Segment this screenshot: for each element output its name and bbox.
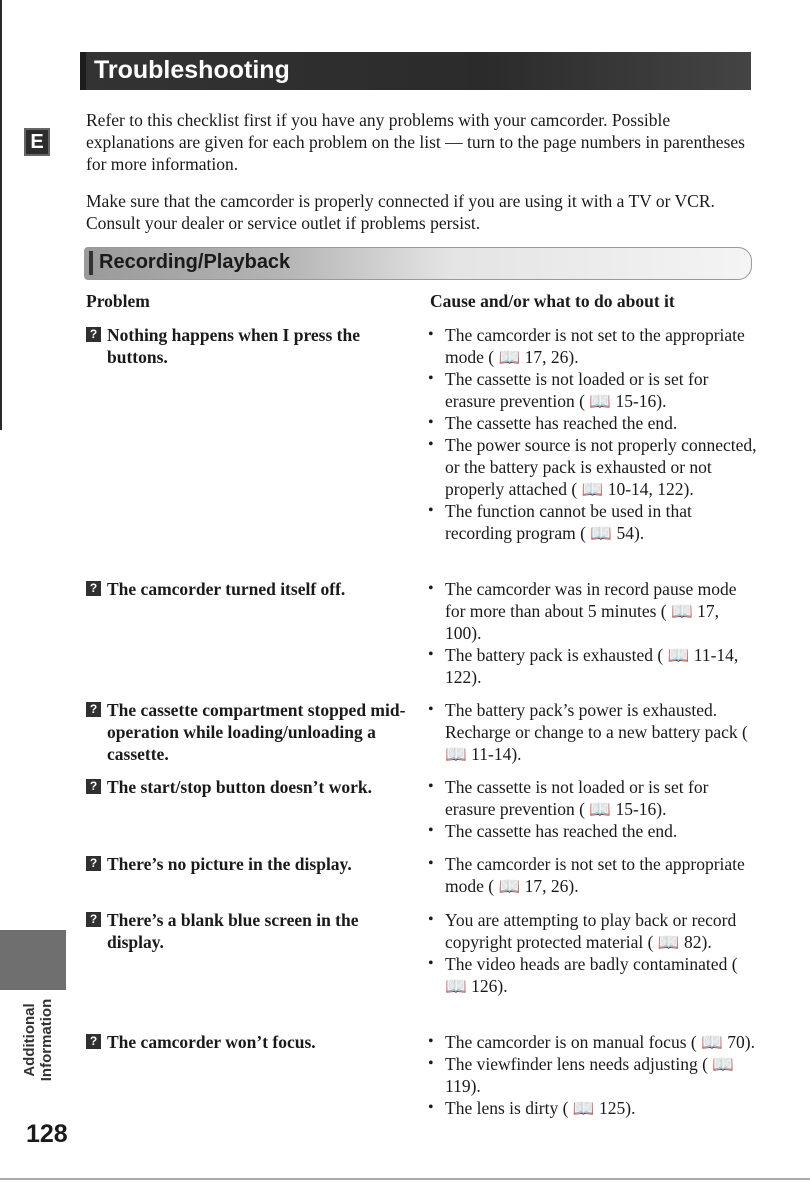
cause-item: • The cassette has reached the end. — [428, 820, 758, 842]
language-tab: E — [24, 128, 50, 156]
problem-item — [86, 776, 408, 798]
problem-item — [86, 909, 408, 953]
cause-item: • The function cannot be used in that recording program ( 📖 54). — [428, 500, 758, 544]
cause-list — [428, 776, 758, 842]
cause-item: • The cassette is not loaded or is set for erasure prevention ( 📖 15-16). — [428, 368, 758, 412]
problem-text: There’s no picture in the display. — [107, 854, 352, 874]
cause-list — [428, 699, 758, 765]
problem-item — [86, 699, 408, 765]
cause-item: • The cassette has reached the end. — [428, 412, 758, 434]
side-label-line1: Additional — [21, 1003, 38, 1077]
side-label-line2: Information — [38, 998, 55, 1082]
problem-item — [86, 1031, 408, 1053]
cause-list — [428, 909, 758, 997]
problem-item — [86, 324, 408, 368]
side-section-label — [8, 1000, 68, 1080]
cause-list — [428, 1031, 758, 1119]
left-margin-rule — [0, 0, 2, 430]
section-header-bar — [84, 247, 752, 280]
problem-item — [86, 578, 408, 600]
cause-list — [428, 578, 758, 688]
problem-text: Nothing happens when I press the buttons. — [107, 325, 361, 367]
intro-paragraph-2: Make sure that the camcorder is properly connected if you are using it with a TV or VCR. Consult your dealer or service outlet if problems persist. — [86, 191, 715, 233]
problem-text: The start/stop button doesn’t work. — [107, 777, 372, 797]
question-mark-icon: ? — [86, 779, 101, 794]
cause-item: • The viewfinder lens needs adjusting ( 📖 119). — [428, 1053, 758, 1097]
problem-item — [86, 853, 408, 875]
section-title: Recording/Playback — [99, 251, 291, 273]
cause-item: • The camcorder was in record pause mode for more than about 5 minutes ( 📖 17, 100). — [428, 578, 758, 644]
problem-text: There’s a blank blue screen in the display. — [107, 910, 359, 952]
cause-list — [428, 853, 758, 897]
cause-item: • You are attempting to play back or record copyright protected material ( 📖 82). — [428, 909, 758, 953]
question-mark-icon: ? — [86, 856, 101, 871]
cause-item: • The camcorder is not set to the appropriate mode ( 📖 17, 26). — [428, 324, 758, 368]
question-mark-icon: ? — [86, 1034, 101, 1049]
intro-paragraph-1: Refer to this checklist first if you have any problems with your camcorder. Possible explanations are given for each problem on the list — turn to the page numbers in parentheses for more information. — [86, 110, 745, 174]
title-bar — [80, 52, 751, 90]
page-number: 128 — [26, 1120, 68, 1148]
section-tab-block — [0, 930, 66, 990]
problem-text: The cassette compartment stopped mid-operation while loading/unloading a cassette. — [107, 700, 406, 764]
question-mark-icon: ? — [86, 581, 101, 596]
bottom-rule — [0, 1178, 810, 1180]
problem-text: The camcorder turned itself off. — [107, 579, 346, 599]
column-header-problem: Problem — [86, 291, 150, 311]
question-mark-icon: ? — [86, 327, 101, 342]
cause-item: • The battery pack is exhausted ( 📖 11-14, 122). — [428, 644, 758, 688]
problem-text: The camcorder won’t focus. — [107, 1032, 316, 1052]
cause-item: • The lens is dirty ( 📖 125). — [428, 1097, 758, 1119]
cause-item: • The camcorder is on manual focus ( 📖 70). — [428, 1031, 758, 1053]
cause-item: • The camcorder is not set to the appropriate mode ( 📖 17, 26). — [428, 853, 758, 897]
question-mark-icon: ? — [86, 702, 101, 717]
page-title: Troubleshooting — [94, 56, 290, 84]
question-mark-icon: ? — [86, 912, 101, 927]
cause-item: • The video heads are badly contaminated ( 📖 126). — [428, 953, 758, 997]
cause-item: • The power source is not properly connected, or the battery pack is exhausted or not properly attached ( 📖 10-14, 122). — [428, 434, 758, 500]
cause-item: • The battery pack’s power is exhausted. Recharge or change to a new battery pack ( 📖 11-14). — [428, 699, 758, 765]
column-header-cause: Cause and/or what to do about it — [430, 291, 675, 311]
cause-list — [428, 324, 758, 544]
cause-item: • The cassette is not loaded or is set for erasure prevention ( 📖 15-16). — [428, 776, 758, 820]
